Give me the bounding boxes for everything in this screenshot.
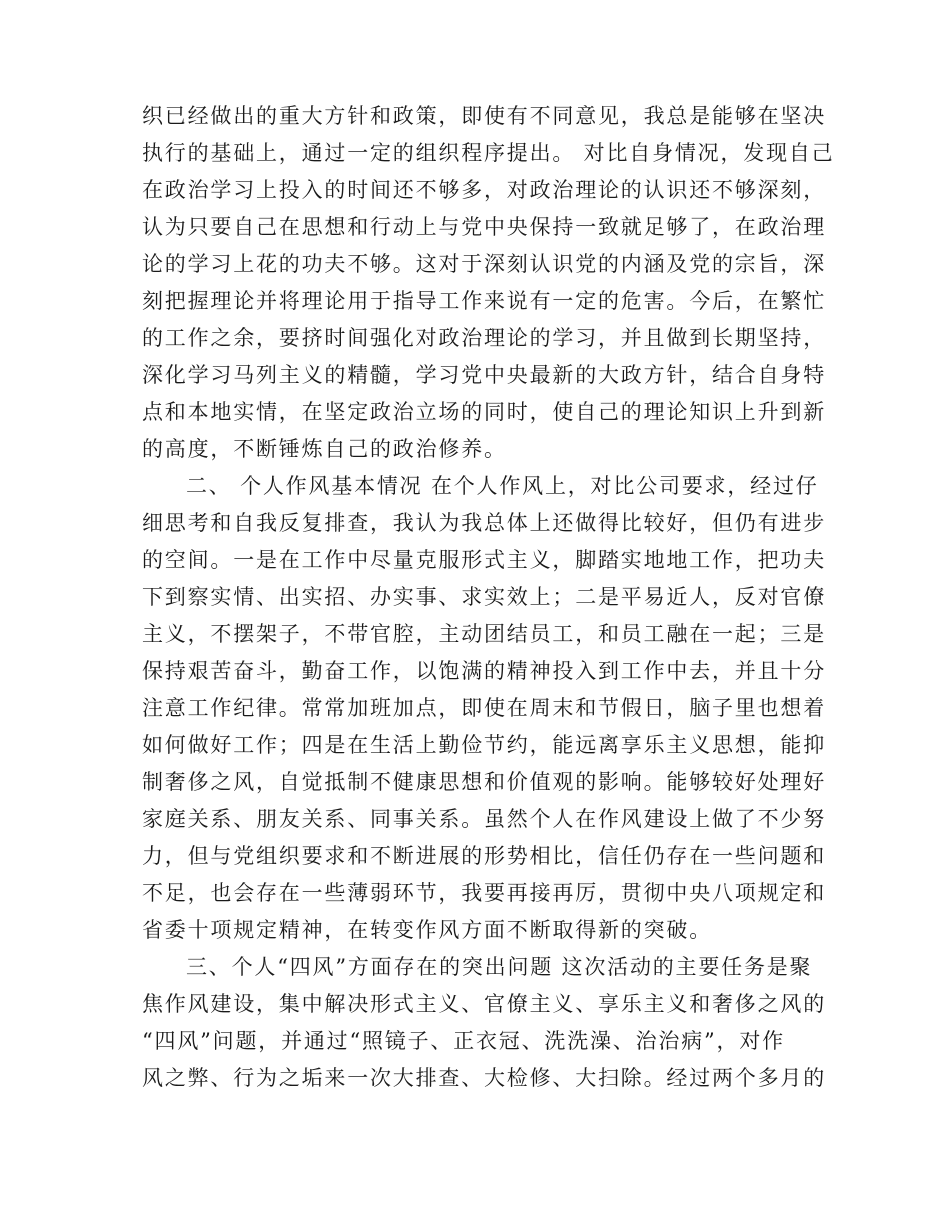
- text-line: “四风”问题，并通过“照镜子、正衣冠、洗洗澡、治治病”，对作: [142, 1029, 785, 1053]
- text-line: 执行的基础上，通过一定的组织程序提出。 对比自身情况，发现自己: [142, 141, 835, 165]
- text-line: 主义，不摆架子，不带官腔，主动团结员工，和员工融在一起；三是: [142, 622, 826, 646]
- text-line: 不足，也会存在一些薄弱环节，我要再接再厉，贯彻中央八项规定和: [142, 881, 826, 905]
- text-line: 三、个人“四风”方面存在的突出问题 这次活动的主要任务是聚: [186, 955, 813, 979]
- text-line: 论的学习上花的功夫不够。这对于深刻认识党的内涵及党的宗旨，深: [142, 252, 826, 276]
- text-line: 点和本地实情，在坚定政治立场的同时，使自己的理论知识上升到新: [142, 400, 826, 424]
- text-line: 如何做好工作；四是在生活上勤俭节约，能远离享乐主义思想，能抑: [142, 733, 826, 757]
- text-line: 认为只要自己在思想和行动上与党中央保持一致就足够了，在政治理: [142, 215, 826, 239]
- text-line: 家庭关系、朋友关系、同事关系。虽然个人在作风建设上做了不少努: [142, 807, 826, 831]
- text-line: 深化学习马列主义的精髓，学习党中央最新的大政方针，结合自身特: [142, 363, 826, 387]
- text-line: 的空间。一是在工作中尽量克服形式主义，脚踏实地地工作，把功夫: [142, 548, 826, 572]
- text-line: 下到察实情、出实招、办实事、求实效上；二是平易近人，反对官僚: [142, 585, 826, 609]
- text-line: 省委十项规定精神，在转变作风方面不断取得新的突破。: [142, 918, 712, 942]
- text-line: 细思考和自我反复排查，我认为我总体上还做得比较好，但仍有进步: [142, 511, 826, 535]
- document-body: [142, 98, 835, 1097]
- text-line: 焦作风建设，集中解决形式主义、官僚主义、享乐主义和奢侈之风的: [142, 992, 826, 1016]
- text-line: 注意工作纪律。常常加班加点，即使在周末和节假日，脑子里也想着: [142, 696, 826, 720]
- text-line: 力，但与党组织要求和不断进展的形势相比，信任仍存在一些问题和: [142, 844, 826, 868]
- text-line: 的工作之余，要挤时间强化对政治理论的学习，并且做到长期坚持，: [142, 326, 826, 350]
- text-line: 织已经做出的重大方针和政策，即使有不同意见，我总是能够在坚决: [142, 104, 826, 128]
- text-line: 在政治学习上投入的时间还不够多，对政治理论的认识还不够深刻，: [142, 178, 826, 202]
- text-line: 保持艰苦奋斗，勤奋工作，以饱满的精神投入到工作中去，并且十分: [142, 659, 826, 683]
- text-line: 风之弊、行为之垢来一次大排查、大检修、大扫除。经过两个多月的: [142, 1066, 826, 1090]
- text-line: 二、 个人作风基本情况 在个人作风上，对比公司要求，经过仔: [186, 474, 819, 498]
- text-line: 刻把握理论并将理论用于指导工作来说有一定的危害。今后，在繁忙: [142, 289, 826, 313]
- text-line: 制奢侈之风，自觉抵制不健康思想和价值观的影响。能够较好处理好: [142, 770, 826, 794]
- text-line: 的高度，不断锤炼自己的政治修养。: [142, 437, 507, 461]
